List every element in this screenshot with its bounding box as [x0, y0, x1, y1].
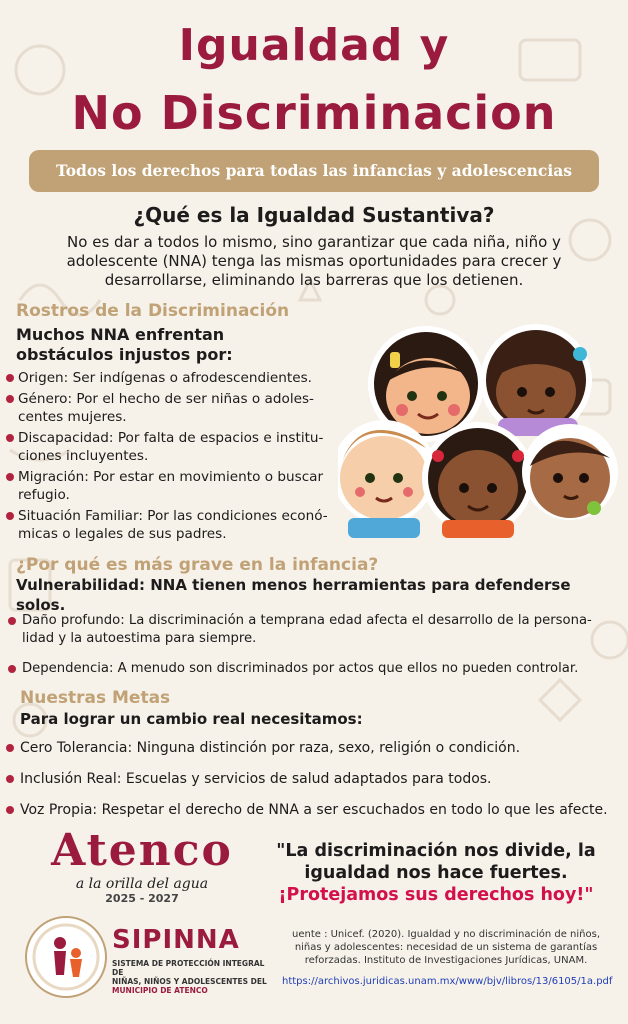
sipinna-emblem-icon: [24, 915, 108, 999]
sipinna-line-3: MUNICIPIO DE ATENCO: [112, 986, 208, 995]
goals-list: [6, 739, 621, 819]
title-line-2: No Discriminacion: [71, 86, 557, 140]
atenco-logo: [42, 826, 242, 911]
list-item: Daño profundo: La discriminación a temprana edad afecta el desarrollo de la persona-lidad y la autoestima para siempre.: [8, 612, 608, 648]
list-item: Origen: Ser indígenas o afrodescendientes.: [6, 369, 341, 387]
children-illustration: [338, 322, 618, 538]
child-face: [338, 420, 436, 538]
what-is-body: No es dar a todos lo mismo, sino garantizar que cada niña, niño y adolescente (NNA) tenga las mismas oportunidades para crecer y desarrollarse, eliminando las barreras que los detienen.: [66, 233, 562, 289]
list-item: Género: Por el hecho de ser niñas o adoles-centes mujeres.: [6, 390, 341, 426]
atenco-tagline: a la orilla del agua: [75, 876, 209, 892]
faces-list: [6, 369, 341, 543]
faces-heading: Rostros de la Discriminación: [16, 301, 290, 321]
why-heading: ¿Por qué es más grave en la infancia?: [16, 555, 379, 575]
what-is-heading: ¿Qué es la Igualdad Sustantiva?: [133, 203, 495, 227]
subtitle-banner: Todos los derechos para todas las infancias y adolescencias: [29, 150, 599, 192]
child-face: [522, 424, 618, 520]
child-face: [422, 422, 534, 538]
goals-intro: Para lograr un cambio real necesitamos:: [20, 710, 363, 728]
quote-line-1: "La discriminación nos divide, la igualdad nos hace fuertes.: [276, 841, 596, 883]
child-face: [480, 324, 592, 436]
sipinna-logo: [24, 915, 274, 1005]
list-item: Discapacidad: Por falta de espacios e institu-ciones incluyentes.: [6, 429, 341, 465]
list-item: Cero Tolerancia: Ninguna distinción por raza, sexo, religión o condición.: [6, 739, 621, 757]
quote-line-2: ¡Protejamos sus derechos hoy!": [278, 885, 594, 905]
list-item: Situación Familiar: Por las condiciones econó-micas o legales de sus padres.: [6, 507, 341, 543]
sipinna-line-2: NIÑAS, NIÑOS Y ADOLESCENTES DEL: [112, 977, 267, 986]
atenco-name: Atenco: [51, 825, 233, 876]
title-line-1: Igualdad y: [178, 20, 450, 71]
faces-intro: Muchos NNA enfrentan obstáculos injustos por:: [16, 325, 233, 364]
sipinna-name: SIPINNA: [112, 925, 240, 955]
atenco-years: 2025 - 2027: [105, 892, 179, 905]
goals-heading: Nuestras Metas: [20, 688, 171, 708]
list-item: Dependencia: A menudo son discriminados por actos que ellos no pueden controlar.: [8, 660, 608, 678]
source-link[interactable]: https://archivos.juridicas.unam.mx/www/bjv/libros/13/6105/1a.pdf: [282, 976, 613, 987]
closing-quote: [260, 840, 612, 906]
list-item: Migración: Por estar en movimiento o buscar refugio.: [6, 468, 341, 504]
list-item: Inclusión Real: Escuelas y servicios de salud adaptados para todos.: [6, 770, 621, 788]
why-list: [8, 612, 608, 678]
why-intro: Vulnerabilidad: NNA tienen menos herramientas para defenderse solos.: [16, 576, 571, 614]
sipinna-line-1: SISTEMA DE PROTECCIÓN INTEGRAL DE: [112, 959, 265, 977]
source-citation: uente : Unicef. (2020). Igualdad y no discriminación de niños, niñas y adolescentes: necesidad de un sistema de garantías reforzadas. Instituto de Investigaciones Jurídicas, UNAM.: [291, 929, 600, 966]
list-item: Voz Propia: Respetar el derecho de NNA a ser escuchados en todo lo que les afecte.: [6, 801, 621, 819]
